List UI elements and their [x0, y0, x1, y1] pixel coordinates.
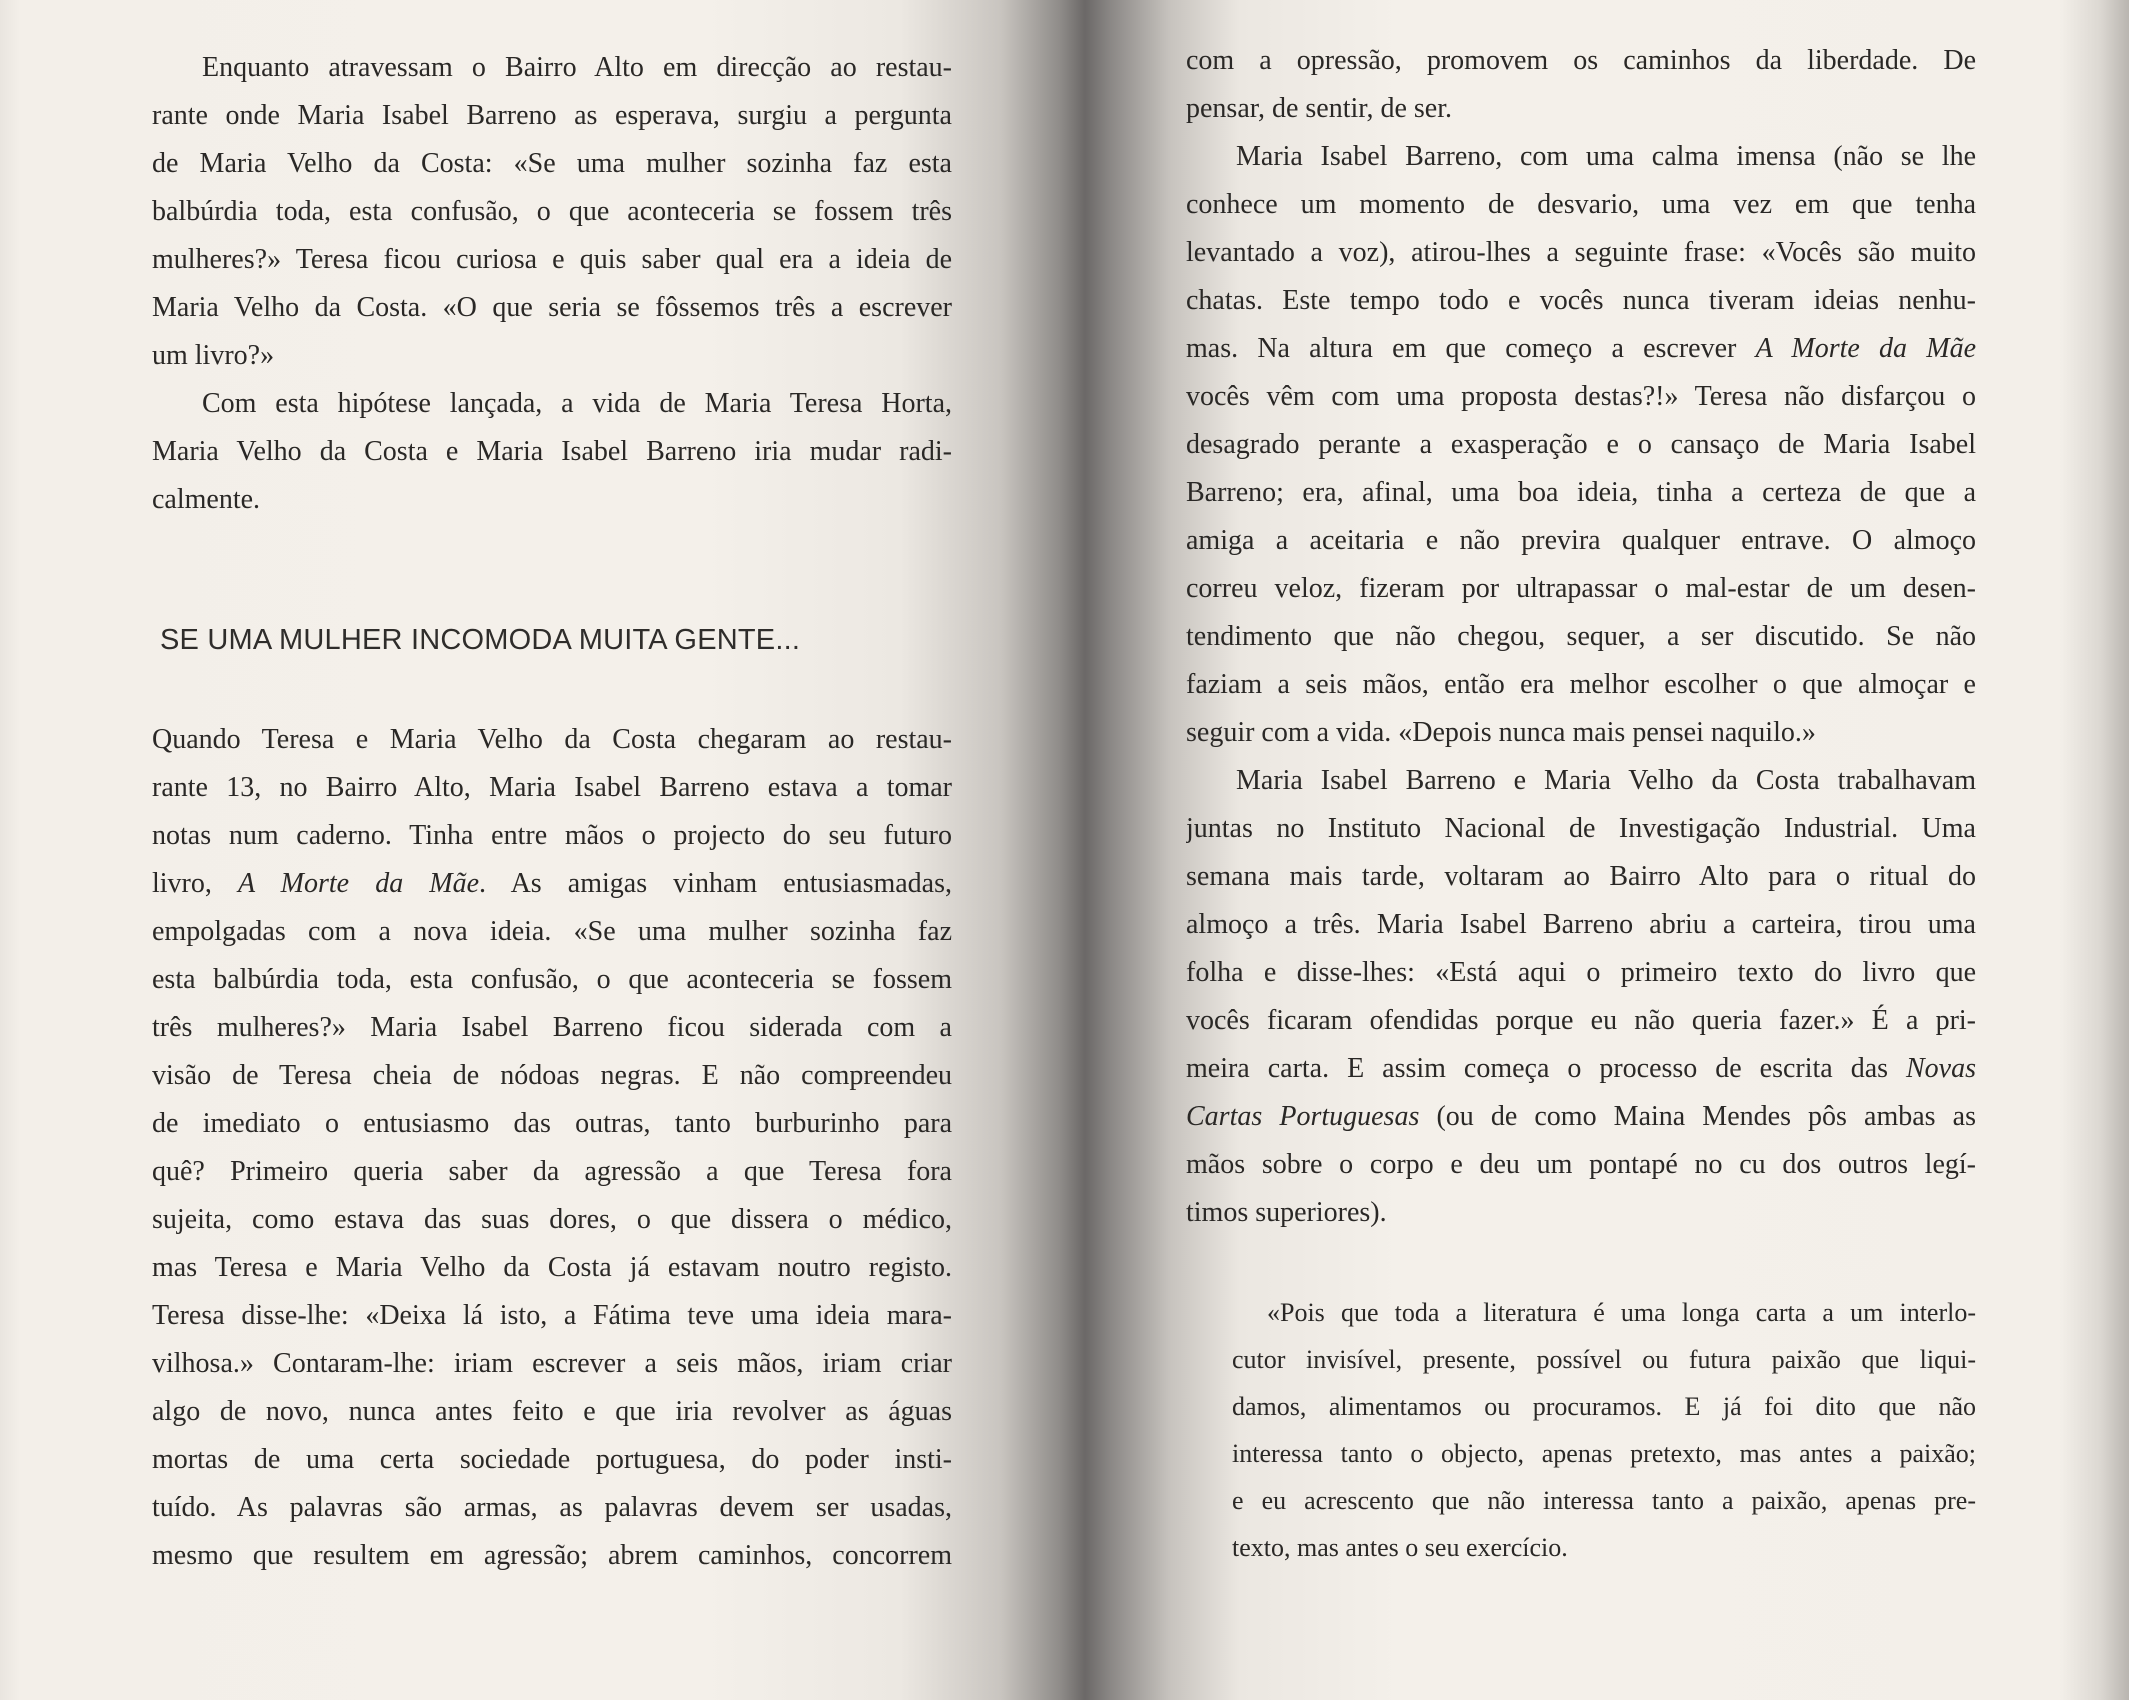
text-segment: esta balbúrdia toda, esta confusão, o que aconteceria se fossem	[152, 964, 952, 995]
text-segment: vocês ficaram ofendidas porque eu não queria fazer.» É a pri-	[1186, 1005, 1976, 1036]
text-segment: rante onde Maria Isabel Barreno as esperava, surgiu a pergunta	[152, 100, 952, 131]
left-page-section-body	[152, 716, 952, 1580]
text-line	[152, 908, 952, 956]
text-segment: desagrado perante a exasperação e o cansaço de Maria Isabel	[1186, 429, 1976, 460]
text-line	[1232, 1524, 1976, 1571]
text-line	[152, 1244, 952, 1292]
text-line	[152, 1148, 952, 1196]
text-segment: cutor invisível, presente, possível ou futura paixão que liqui-	[1232, 1345, 1976, 1374]
text-segment: interessa tanto o objecto, apenas pretexto, mas antes a paixão;	[1232, 1439, 1976, 1468]
text-line	[152, 284, 952, 332]
text-line	[1232, 1289, 1976, 1336]
text-segment: . As amigas vinham entusiasmadas,	[479, 868, 952, 899]
italic-title: Novas	[1906, 1053, 1976, 1084]
text-line	[1186, 277, 1976, 325]
text-segment: de imediato o entusiasmo das outras, tanto burburinho para	[152, 1108, 952, 1139]
text-segment: meira carta. E assim começa o processo de escrita das	[1186, 1053, 1906, 1084]
text-line	[1186, 997, 1976, 1045]
text-line	[152, 764, 952, 812]
text-segment: notas num caderno. Tinha entre mãos o projecto do seu futuro	[152, 820, 952, 851]
text-line	[1232, 1336, 1976, 1383]
section-heading: SE UMA MULHER INCOMODA MUITA GENTE...	[160, 624, 801, 656]
text-segment: Maria Isabel Barreno e Maria Velho da Costa trabalhavam	[1236, 765, 1976, 796]
text-segment: sujeita, como estava das suas dores, o que dissera o médico,	[152, 1204, 952, 1235]
text-segment: mortas de uma certa sociedade portuguesa, do poder insti-	[152, 1444, 952, 1475]
text-segment: algo de novo, nunca antes feito e que iria revolver as águas	[152, 1396, 952, 1427]
text-segment: empolgadas com a nova ideia. «Se uma mulher sozinha faz	[152, 916, 952, 947]
text-line	[152, 1436, 952, 1484]
text-segment: tendimento que não chegou, sequer, a ser discutido. Se não	[1186, 621, 1976, 652]
text-line	[152, 956, 952, 1004]
text-line	[1186, 421, 1976, 469]
text-segment: calmente.	[152, 484, 261, 515]
text-line	[1186, 709, 1976, 757]
text-segment: quê? Primeiro queria saber da agressão a que Teresa fora	[152, 1156, 952, 1187]
text-segment: Maria Velho da Costa. «O que seria se fôssemos três a escrever	[152, 292, 952, 323]
text-segment: amiga a aceitaria e não previra qualquer entrave. O almoço	[1186, 525, 1976, 556]
text-line	[1186, 469, 1976, 517]
text-segment: Barreno; era, afinal, uma boa ideia, tinha a certeza de que a	[1186, 477, 1976, 508]
text-segment: visão de Teresa cheia de nódoas negras. E não compreendeu	[152, 1060, 952, 1091]
text-line	[1186, 1189, 1976, 1237]
text-line	[1232, 1383, 1976, 1430]
text-line	[1186, 325, 1976, 373]
text-line	[152, 1004, 952, 1052]
text-line	[152, 44, 952, 92]
text-segment: conhece um momento de desvario, uma vez em que tenha	[1186, 189, 1976, 220]
text-segment: levantado a voz), atirou-lhes a seguinte frase: «Vocês são muito	[1186, 237, 1976, 268]
text-segment: um livro?»	[152, 340, 275, 371]
text-line	[152, 140, 952, 188]
text-line	[1232, 1430, 1976, 1477]
text-line	[152, 476, 952, 524]
text-line	[1186, 373, 1976, 421]
text-line	[152, 1532, 952, 1580]
text-segment: semana mais tarde, voltaram ao Bairro Alto para o ritual do	[1186, 861, 1976, 892]
left-page-opening-paragraphs	[152, 44, 952, 524]
text-line	[152, 1484, 952, 1532]
text-line	[152, 92, 952, 140]
text-segment: três mulheres?» Maria Isabel Barreno ficou siderada com a	[152, 1012, 952, 1043]
text-segment: almoço a três. Maria Isabel Barreno abriu a carteira, tirou uma	[1186, 909, 1976, 940]
text-segment: mesmo que resultem em agressão; abrem caminhos, concorrem	[152, 1540, 952, 1571]
text-segment: timos superiores).	[1186, 1197, 1387, 1228]
text-line	[1186, 85, 1976, 133]
text-line	[1186, 37, 1976, 85]
text-segment: seguir com a vida. «Depois nunca mais pensei naquilo.»	[1186, 717, 1816, 748]
text-line	[152, 428, 952, 476]
text-line	[1232, 1477, 1976, 1524]
text-segment: vilhosa.» Contaram-lhe: iriam escrever a seis mãos, iriam criar	[152, 1348, 952, 1379]
text-line	[1186, 661, 1976, 709]
text-line	[1186, 613, 1976, 661]
italic-title: A Morte da Mãe	[237, 868, 480, 899]
text-segment: mãos sobre o corpo e deu um pontapé no cu dos outros legí-	[1186, 1149, 1976, 1180]
text-segment: folha e disse-lhes: «Está aqui o primeiro texto do livro que	[1186, 957, 1976, 988]
text-line	[152, 236, 952, 284]
text-segment: damos, alimentamos ou procuramos. E já foi dito que não	[1232, 1392, 1976, 1421]
text-segment: livro,	[152, 868, 238, 899]
text-line	[152, 1052, 952, 1100]
text-segment: Teresa disse-lhe: «Deixa lá isto, a Fátima teve uma ideia mara-	[152, 1300, 952, 1331]
right-page-body	[1186, 37, 1976, 1237]
text-line	[1186, 949, 1976, 997]
text-segment: texto, mas antes o seu exercício.	[1232, 1533, 1568, 1562]
text-segment: vocês vêm com uma proposta destas?!» Teresa não disfarçou o	[1186, 381, 1976, 412]
text-segment: rante 13, no Bairro Alto, Maria Isabel Barreno estava a tomar	[152, 772, 952, 803]
text-segment: (ou de como Maina Mendes pôs ambas as	[1419, 1101, 1976, 1132]
text-segment: chatas. Este tempo todo e vocês nunca tiveram ideias nenhu-	[1186, 285, 1976, 316]
text-line	[1186, 565, 1976, 613]
text-line	[1186, 181, 1976, 229]
text-segment: mas. Na altura em que começo a escrever	[1186, 333, 1756, 364]
text-line	[152, 812, 952, 860]
italic-title: Cartas Portuguesas	[1186, 1101, 1420, 1132]
text-segment: com a opressão, promovem os caminhos da liberdade. De	[1186, 45, 1976, 76]
text-line	[1186, 229, 1976, 277]
text-segment: mas Teresa e Maria Velho da Costa já estavam noutro registo.	[152, 1252, 952, 1283]
text-segment: mulheres?» Teresa ficou curiosa e quis saber qual era a ideia de	[152, 244, 952, 275]
text-segment: de Maria Velho da Costa: «Se uma mulher sozinha faz esta	[152, 148, 952, 179]
text-line	[1186, 517, 1976, 565]
text-line	[152, 332, 952, 380]
text-line	[1186, 1141, 1976, 1189]
italic-title: A Morte da Mãe	[1755, 333, 1976, 364]
text-segment: correu veloz, fizeram por ultrapassar o mal-estar de um desen-	[1186, 573, 1976, 604]
text-line	[152, 1292, 952, 1340]
text-segment: faziam a seis mãos, então era melhor escolher o que almoçar e	[1186, 669, 1976, 700]
text-line	[1186, 133, 1976, 181]
text-segment: juntas no Instituto Nacional de Investigação Industrial. Uma	[1186, 813, 1976, 844]
text-segment: pensar, de sentir, de ser.	[1186, 93, 1452, 124]
text-line	[152, 188, 952, 236]
text-segment: Com esta hipótese lançada, a vida de Maria Teresa Horta,	[202, 388, 952, 419]
text-line	[152, 380, 952, 428]
text-line	[1186, 853, 1976, 901]
text-line	[1186, 1045, 1976, 1093]
text-segment: balbúrdia toda, esta confusão, o que aconteceria se fossem três	[152, 196, 952, 227]
text-line	[152, 1388, 952, 1436]
text-segment: «Pois que toda a literatura é uma longa carta a um interlo-	[1267, 1298, 1976, 1327]
text-line	[1186, 805, 1976, 853]
text-line	[152, 716, 952, 764]
text-segment: Maria Isabel Barreno, com uma calma imensa (não se lhe	[1236, 141, 1976, 172]
text-segment: tuído. As palavras são armas, as palavras devem ser usadas,	[152, 1492, 952, 1523]
text-line	[152, 1196, 952, 1244]
text-line	[1186, 757, 1976, 805]
text-segment: Quando Teresa e Maria Velho da Costa chegaram ao restau-	[152, 724, 952, 755]
text-line	[152, 860, 952, 908]
text-line	[1186, 1093, 1976, 1141]
text-segment: Maria Velho da Costa e Maria Isabel Barreno iria mudar radi-	[152, 436, 952, 467]
text-segment: e eu acrescento que não interessa tanto a paixão, apenas pre-	[1232, 1486, 1976, 1515]
text-line	[1186, 901, 1976, 949]
block-quote	[1232, 1289, 1976, 1571]
text-line	[152, 1100, 952, 1148]
text-line	[152, 1340, 952, 1388]
text-segment: Enquanto atravessam o Bairro Alto em direcção ao restau-	[202, 52, 952, 83]
